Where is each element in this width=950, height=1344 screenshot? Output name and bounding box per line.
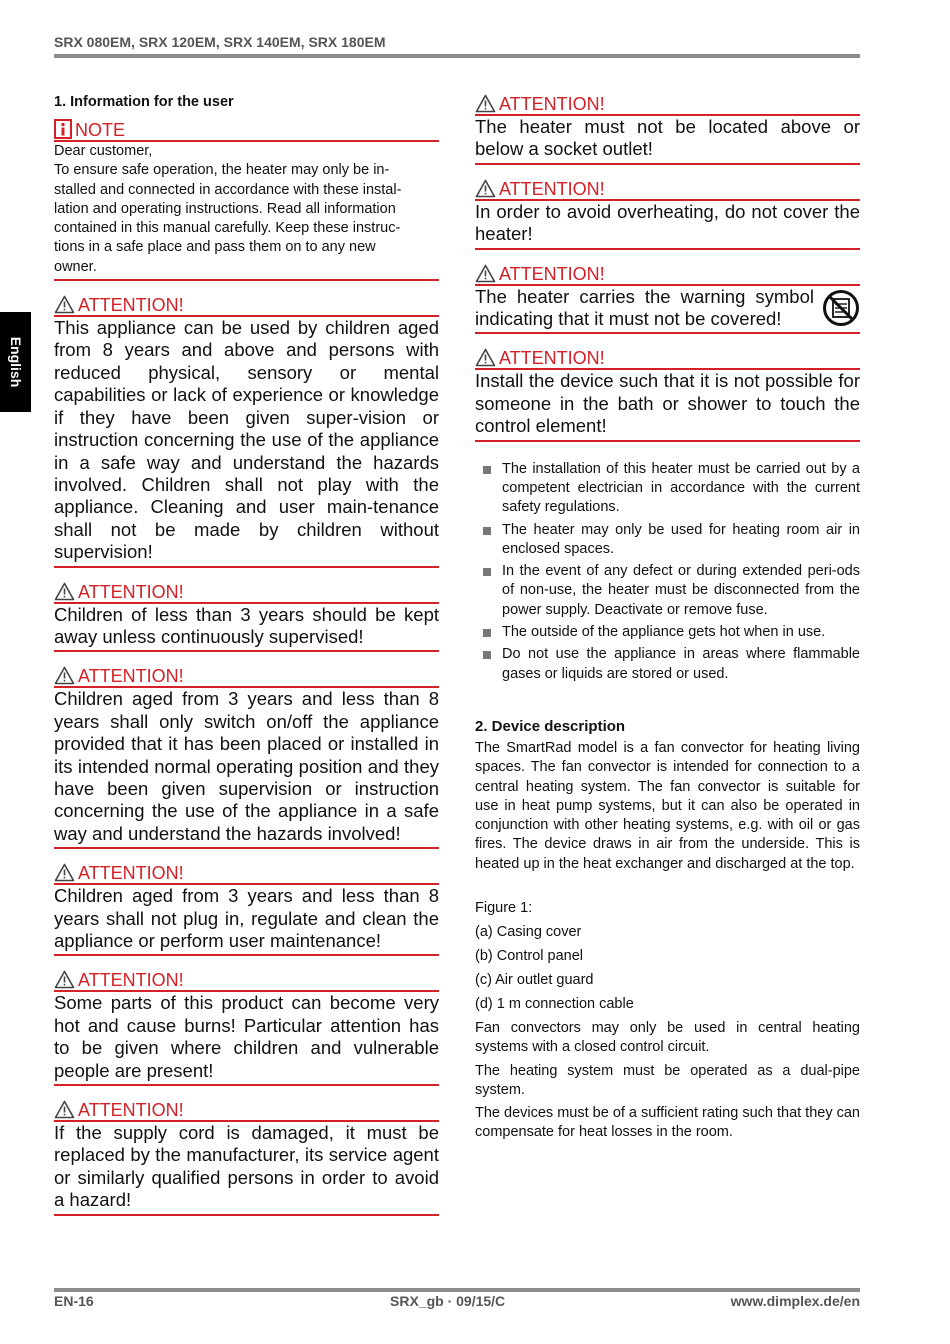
attention-text: The heater must not be located above or below a socket outlet!: [475, 116, 860, 160]
list-item: [475, 623, 860, 642]
bullet-square-icon: [483, 527, 491, 535]
warning-triangle-icon: [54, 295, 75, 314]
bullet-text: The installation of this heater must be carried out by a competent electrician in accordance with the current safety regulations.: [502, 460, 860, 516]
attention-label: ATTENTION!: [78, 970, 184, 991]
attention-header: [54, 863, 439, 885]
attention-label: ATTENTION!: [499, 94, 605, 114]
left-column: [54, 94, 439, 1230]
note-line: lation and operating instructions. Read all information: [54, 200, 396, 217]
figure-legend: [475, 896, 860, 1016]
attention-header: [475, 264, 860, 286]
attention-box: [475, 348, 860, 441]
warning-triangle-icon: [54, 666, 75, 685]
attention-header: [54, 582, 439, 604]
safety-bullet-list: [475, 460, 860, 684]
warning-triangle-icon: [475, 94, 496, 113]
language-tab-label: English: [7, 336, 24, 388]
attention-box: [54, 970, 439, 1086]
bullet-square-icon: [483, 568, 491, 576]
attention-text: Children of less than 3 years should be kept away unless continuously supervised!: [54, 603, 439, 647]
attention-text: Children aged from 3 years and less than 8 years shall not plug in, regulate and clean the appliance or perform user maintenance!: [54, 885, 439, 952]
figure-item: (d) 1 m connection cable: [475, 996, 634, 1012]
attention-header: [475, 179, 860, 201]
figure-title: Figure 1:: [475, 900, 533, 916]
attention-label: ATTENTION!: [499, 348, 605, 369]
attention-label: ATTENTION!: [78, 666, 184, 687]
note-label: NOTE: [75, 120, 126, 140]
bullet-text: In the event of any defect or during extended peri-ods of non-use, the heater must be disconnected from the power supply. Deactivate or remove fuse.: [502, 563, 860, 618]
note-line: stalled and connected in accordance with these instal-: [54, 181, 402, 198]
attention-text: Children aged from 3 years and less than 8 years shall only switch on/off the appliance provided that it has been placed or installed in its intended normal operating position and they have been given supervision or instruction concerning the use of the appliance in a safe way and understand the hazards involved!: [54, 688, 439, 844]
figure-item: (b) Control panel: [475, 948, 583, 964]
warning-triangle-icon: [54, 970, 75, 989]
note-line: contained in this manual carefully. Keep these instruc-: [54, 220, 401, 237]
paragraph: The heating system must be operated as a dual-pipe system.: [475, 1062, 860, 1098]
figure-item: (c) Air outlet guard: [475, 972, 594, 988]
attention-label: ATTENTION!: [78, 863, 184, 884]
attention-box: [54, 863, 439, 956]
note-body: [54, 142, 439, 279]
list-item: [475, 460, 860, 518]
bullet-text: Do not use the appliance in areas where flammable gases or liquids are stored or used.: [502, 646, 860, 682]
attention-text: Some parts of this product can become very hot and cause burns! Particular attention has to be given where children and vulnerable people are present!: [54, 992, 439, 1081]
attention-box: [475, 179, 860, 250]
document-code: SRX_gb · 09/15/C: [390, 1293, 506, 1309]
do-not-cover-icon: [822, 289, 860, 327]
warning-triangle-icon: [475, 179, 496, 198]
device-description-text: The SmartRad model is a fan convector for heating living spaces. The fan convector is intended for connection to a central heating system. The fan convector is suitable for use in heat pump systems, but it can also be operated in conjunction with other heating systems, e.g. with oil or gas fires. The device draws in air from the underside. This is heated up in the heat exchanger and discharged at the top.: [475, 739, 860, 872]
note-line: Dear customer,: [54, 143, 153, 159]
attention-text: If the supply cord is damaged, it must be replaced by the manufacturer, its service agent or similarly qualified persons in order to avoid a hazard!: [54, 1122, 439, 1211]
attention-label: ATTENTION!: [499, 178, 605, 199]
attention-header: [54, 295, 439, 317]
bullet-text: The heater may only be used for heating room air in enclosed spaces.: [502, 521, 860, 557]
attention-box: [54, 1100, 439, 1216]
attention-box: [475, 94, 860, 165]
paragraph: Fan convectors may only be used in central heating systems with a closed control circuit.: [475, 1020, 860, 1056]
list-item: [475, 521, 860, 560]
attention-text: The heater carries the warning symbol indicating that it must not be covered!: [475, 285, 814, 330]
bullet-square-icon: [483, 466, 491, 474]
note-line: owner.: [54, 258, 97, 275]
section-2-title: 2. Device description: [475, 717, 626, 735]
attention-label: ATTENTION!: [78, 581, 184, 602]
bullet-square-icon: [483, 629, 491, 637]
attention-text: In order to avoid overheating, do not cover the heater!: [475, 200, 860, 245]
attention-header: [54, 666, 439, 688]
bullet-text: The outside of the appliance gets hot when in use.: [502, 624, 826, 641]
note-header: [54, 119, 439, 142]
language-tab: [0, 312, 31, 412]
page-number: EN-16: [54, 1293, 94, 1309]
warning-triangle-icon: [475, 264, 496, 283]
attention-text: Install the device such that it is not possible for someone in the bath or shower to touch the control element!: [475, 370, 860, 437]
right-column: [475, 94, 860, 1147]
attention-label: ATTENTION!: [499, 263, 605, 284]
page-header: SRX 080EM, SRX 120EM, SRX 140EM, SRX 180EM: [54, 34, 386, 50]
list-item: [475, 645, 860, 684]
attention-box: [54, 295, 439, 567]
attention-label: ATTENTION!: [78, 295, 184, 316]
warning-triangle-icon: [54, 863, 75, 882]
website-url: www.dimplex.de/en: [730, 1293, 860, 1309]
attention-header: [475, 348, 860, 370]
header-rule: [54, 54, 860, 58]
warning-triangle-icon: [54, 582, 75, 601]
bullet-square-icon: [483, 651, 491, 659]
figure-item: (a) Casing cover: [475, 924, 582, 940]
section-1-title: 1. Information for the user: [54, 94, 234, 110]
attention-body: [475, 286, 860, 333]
attention-box: [475, 264, 860, 335]
warning-triangle-icon: [54, 1100, 75, 1119]
footer-rule: [54, 1288, 860, 1292]
note-box: [54, 119, 439, 281]
attention-text: This appliance can be used by children aged from 8 years and above and persons with reduced physical, sensory or mental capabilities or lack of experience or knowledge if they have been given super-vision or instruction concerning the use of the appliance in a safe way and understand the hazards involved. Children shall not play with the appliance. Cleaning and user main-tenance shall not be made by children without supervision!: [54, 317, 439, 563]
attention-header: [475, 94, 860, 116]
attention-box: [54, 666, 439, 849]
attention-header: [54, 970, 439, 992]
paragraph: The devices must be of a sufficient rating such that they can compensate for heat losses in the room.: [475, 1105, 861, 1141]
attention-header: [54, 1100, 439, 1122]
attention-label: ATTENTION!: [78, 1100, 184, 1121]
list-item: [475, 562, 860, 620]
info-icon: [54, 119, 72, 139]
note-line: To ensure safe operation, the heater may only be in-: [54, 162, 390, 179]
warning-triangle-icon: [475, 348, 496, 367]
note-line: tions in a safe place and pass them on to any new: [54, 239, 376, 256]
attention-box: [54, 582, 439, 653]
